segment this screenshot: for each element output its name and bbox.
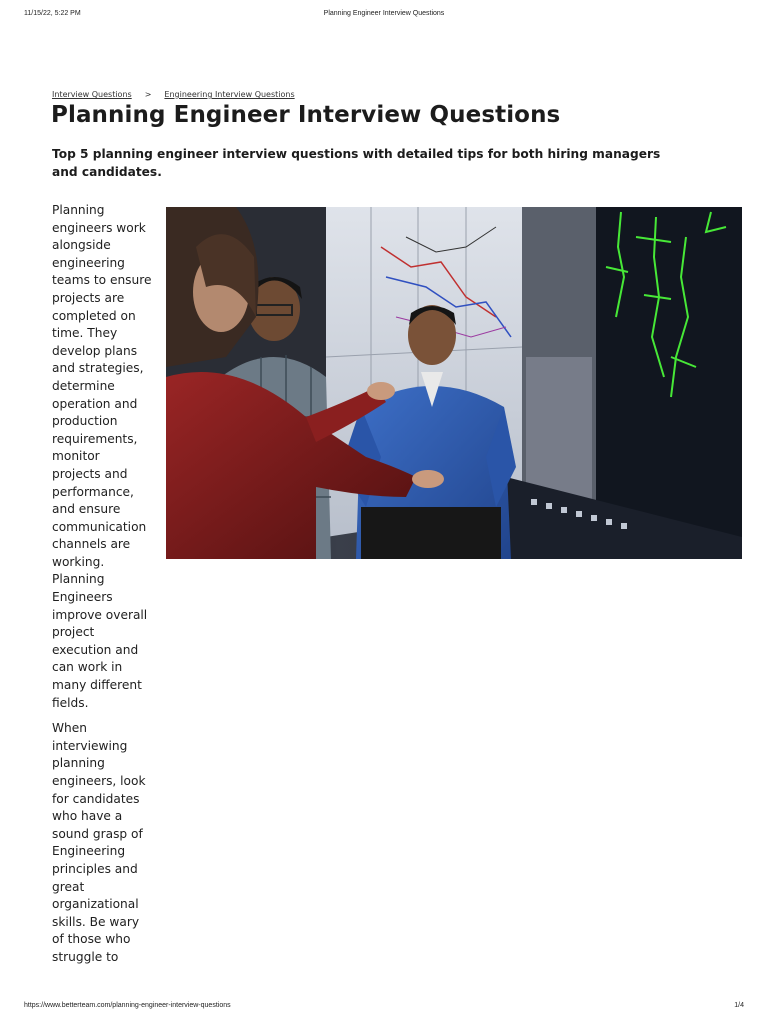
- breadcrumb: [52, 90, 295, 99]
- article-paragraph-2: When interviewing planning engineers, look for candidates who have a sound grasp of Engineering principles and great organizational skills. Be wary of those who struggle to: [52, 721, 146, 964]
- print-title: Planning Engineer Interview Questions: [323, 10, 445, 17]
- print-header: [24, 10, 744, 22]
- article-paragraph-1: Planning engineers work alongside engineering teams to ensure projects are completed on time. They develop plans and strategies, determine operation and production requirements, monitor projects and performance, and ensure communication channels are working. Planning Engineers improve overall project execution and can work in many different fields.: [52, 203, 152, 710]
- breadcrumb-link-interview-questions[interactable]: Interview Questions: [52, 90, 132, 99]
- print-date: 11/15/22, 5:22 PM: [24, 10, 81, 17]
- breadcrumb-separator: >: [144, 90, 152, 99]
- breadcrumb-link-engineering-interview-questions[interactable]: Engineering Interview Questions: [164, 90, 295, 99]
- print-footer: [24, 1002, 744, 1014]
- print-page-number: 1/4: [734, 1002, 744, 1009]
- article-body: [52, 202, 152, 975]
- hero-photo-illustration: [166, 207, 742, 559]
- print-url: https://www.betterteam.com/planning-engineer-interview-questions: [24, 1002, 231, 1009]
- page-title: Planning Engineer Interview Questions: [51, 102, 561, 128]
- hero-photo: [166, 207, 742, 559]
- page-subtitle: Top 5 planning engineer interview questions with detailed tips for both hiring managers and candidates.: [52, 147, 661, 179]
